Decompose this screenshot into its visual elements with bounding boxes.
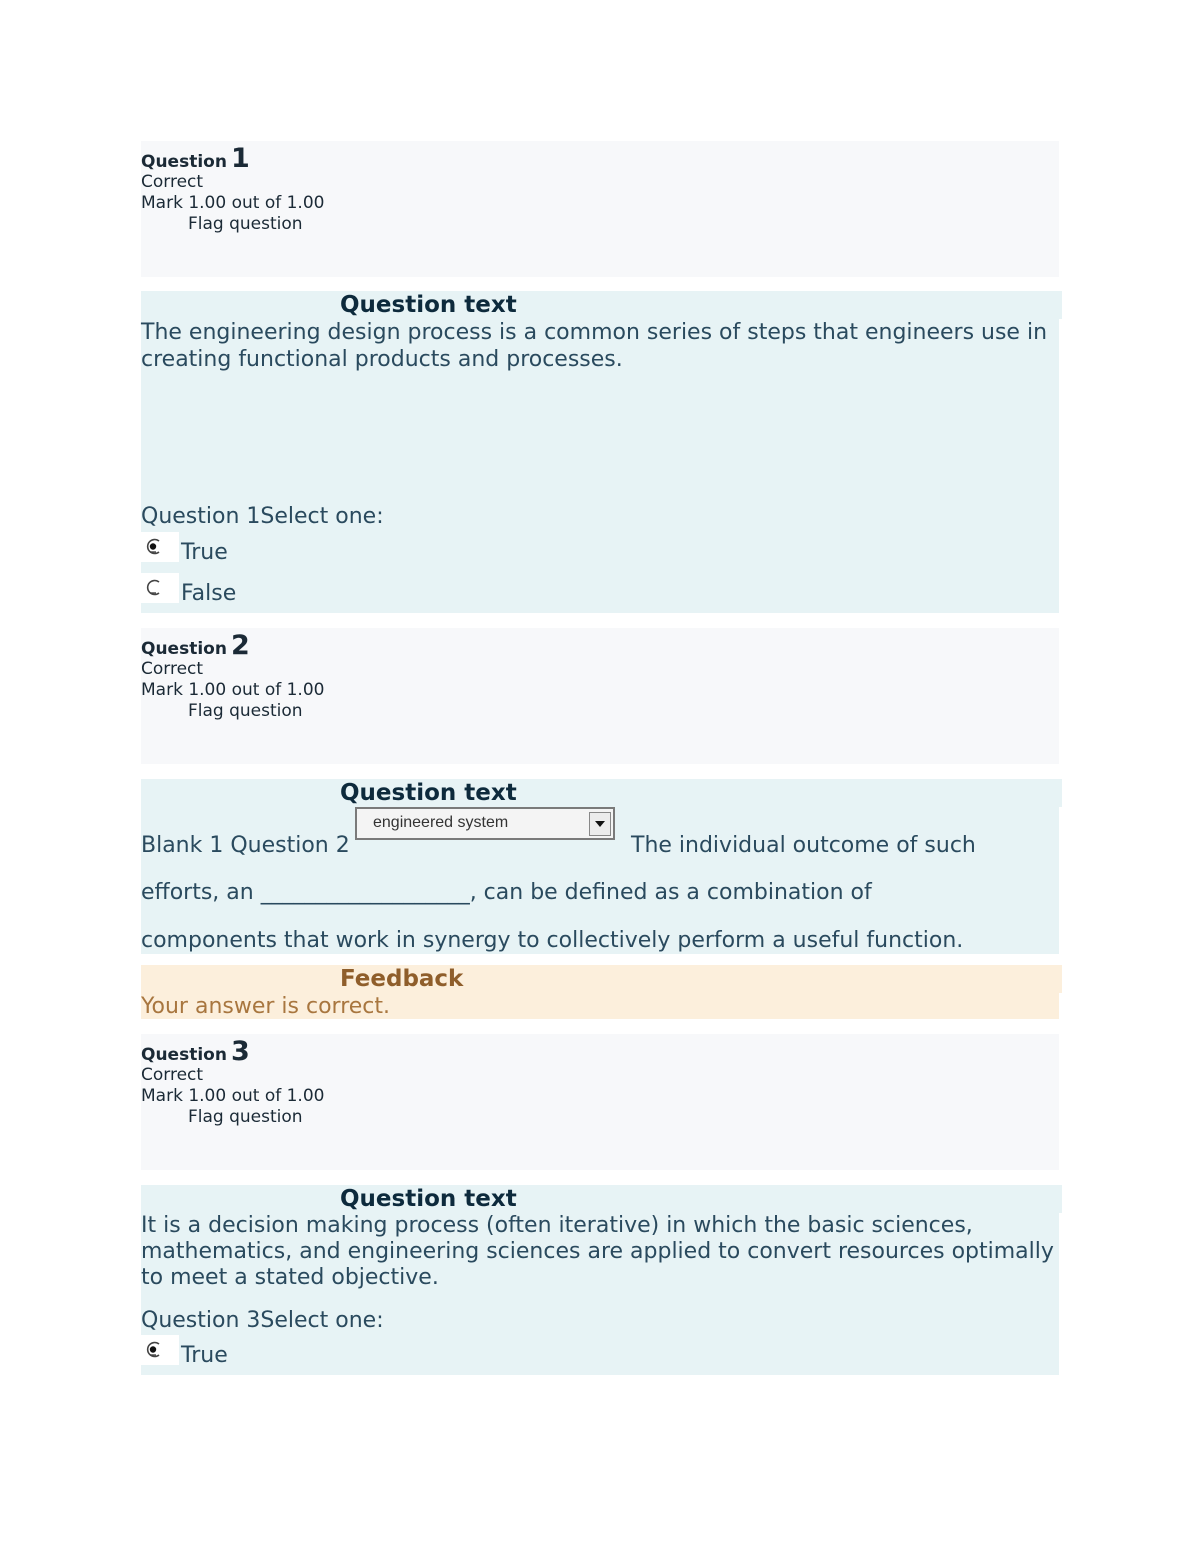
- question-3-option-true[interactable]: [141, 1335, 441, 1375]
- question-1-state: Correct: [141, 172, 204, 192]
- question-2-state: Correct: [141, 659, 204, 679]
- question-2-feedback: [141, 965, 1059, 1019]
- question-2-flag-button[interactable]: Flag question: [188, 701, 303, 721]
- blank-1-dropdown[interactable]: [355, 807, 615, 840]
- option-label-true: True: [181, 1343, 228, 1368]
- question-2-content: [141, 779, 1059, 954]
- radio-checked-icon: [144, 537, 164, 557]
- question-1-option-true[interactable]: [141, 532, 441, 572]
- dropdown-selected-value: engineered system: [373, 814, 509, 831]
- question-1-mark: Mark 1.00 out of 1.00: [141, 193, 325, 213]
- radio-unchecked-icon: [144, 578, 164, 598]
- question-3-flag-button[interactable]: Flag question: [188, 1107, 303, 1127]
- question-2-number: Question 2: [141, 630, 250, 661]
- question-3-number: Question 3: [141, 1036, 250, 1067]
- feedback-heading: Feedback: [340, 965, 1062, 993]
- question-3-content: [141, 1185, 1059, 1375]
- question-3-mark: Mark 1.00 out of 1.00: [141, 1086, 325, 1106]
- radio-button-true[interactable]: [141, 532, 179, 562]
- question-2-blank-prefix: Blank 1 Question 2: [141, 833, 350, 858]
- question-1-content: [141, 291, 1059, 613]
- option-label-false: False: [181, 581, 237, 606]
- question-2-text-heading: Question text: [340, 779, 1062, 807]
- question-3-info: [141, 1034, 1059, 1170]
- question-1-select-label: Question 1Select one:: [141, 504, 384, 529]
- chevron-down-icon: [594, 820, 606, 828]
- question-2-mark: Mark 1.00 out of 1.00: [141, 680, 325, 700]
- question-3-text: It is a decision making process (often iterative) in which the basic sciences, mathematics, and engineering sciences are applied to convert resources optimally to meet a stated objective.: [141, 1213, 1054, 1290]
- radio-button-false[interactable]: [141, 573, 179, 603]
- question-1-info: [141, 141, 1059, 277]
- question-1-flag-button[interactable]: Flag question: [188, 214, 303, 234]
- question-3-text-heading: Question text: [340, 1185, 1062, 1213]
- question-3-state: Correct: [141, 1065, 204, 1085]
- radio-checked-icon: [144, 1340, 164, 1360]
- dropdown-toggle-button[interactable]: [589, 812, 611, 836]
- feedback-text: Your answer is correct.: [141, 994, 391, 1019]
- question-2-line1-suffix: The individual outcome of such: [631, 833, 976, 858]
- question-1-option-false[interactable]: [141, 573, 441, 613]
- question-3-select-label: Question 3Select one:: [141, 1308, 384, 1333]
- question-1-number: Question 1: [141, 143, 250, 174]
- question-1-text-heading: Question text: [340, 291, 1062, 319]
- question-2-line2: efforts, an ___________________, can be defined as a combination of: [141, 880, 872, 905]
- option-label-true: True: [181, 540, 228, 565]
- question-2-line3: components that work in synergy to collectively perform a useful function.: [141, 928, 964, 953]
- radio-button-true[interactable]: [141, 1335, 179, 1365]
- question-2-info: [141, 628, 1059, 764]
- question-1-text: The engineering design process is a common series of steps that engineers use in creating functional products and processes.: [141, 320, 1048, 372]
